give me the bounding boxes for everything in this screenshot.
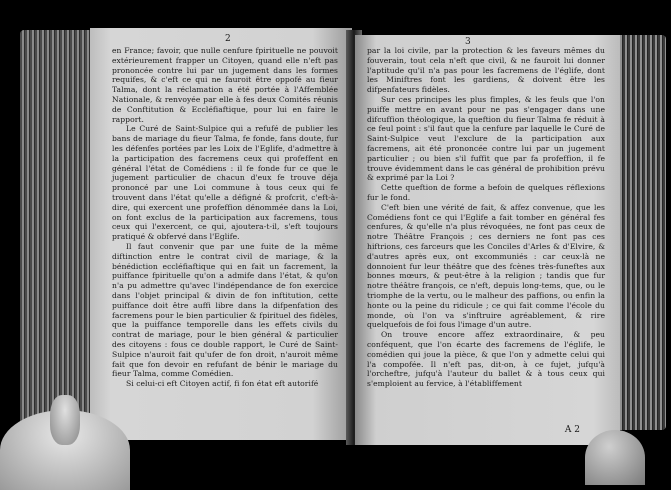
page-edges-right bbox=[618, 35, 666, 430]
left-page-text bbox=[112, 46, 338, 389]
paragraph: C'eft bien une vérité de fait, & affez convenue, que les Comédiens font ce qui l'Eglife a fait tomber en général fes cenfures, & qu'elle n'a plus révoquées, ne font pas ceux de notre Théâtre François ; ces derniers ne font pas ces hiftrions, ces farceurs que les Conciles d'Arles & d'Elvire, & d'autres après eux, ont excommuniés : car ceux-là ne donnoient fur leur théâtre que des fcènes très-funeftes aux bonnes mœurs, & peut-être à la religion ; tandis que fur notre théâtre françois, ce n'eft, depuis long-tems, que, ou le triomphe de la vertu, ou le malheur des paffions, ou enfin la honte ou la peine du ridicule ; ce qui fait comme l'école du monde, où l'on va s'inftruire agréablement, & rire quelquefois de foi fous l'image d'un autre. bbox=[367, 202, 605, 330]
right-page bbox=[355, 35, 620, 445]
page-edges-left bbox=[20, 30, 95, 430]
paragraph: par la loi civile, par la protection & les faveurs mêmes du fouverain, tout cela n'eft que civil, & ne fauroit lui donner l'aptitude qu'il n'a pas pour les facremens de l'églife, dont les Miniftres font les gardiens, & doivent être les difpenfateurs fidèles. bbox=[367, 46, 605, 95]
thumb-left bbox=[50, 395, 80, 445]
signature-mark: A 2 bbox=[564, 425, 580, 435]
right-page-text bbox=[367, 46, 605, 389]
paragraph: Si celui-ci eft Citoyen actif, fi fon état eft autorifé bbox=[126, 379, 319, 389]
page-number: 3 bbox=[465, 37, 471, 47]
paragraph: Sur ces principes les plus fimples, & les feuls que l'on puiffe mettre en avant pour ne pas s'engager dans une difcuffion théologique, la queftion du fieur Talma fe réduit à ce feul point : s'il faut que la cenfure par laquelle le Curé de Saint-Sulpice veut l'exclure de la participation aux facremens, ait été prononcée contre lui par un jugement particulier ; ou bien s'il fuffit que par fa profeffion, il fe trouve évidemment dans le cas général de prohibition prévu & exprimé par la Loi ? bbox=[367, 94, 605, 183]
paragraph: Le Curé de Saint-Sulpice qui a refufé de publier les bans de mariage du fieur Talma, fe fonde, fans doute, fur les défenfes portées par les Loix de l'Eglife, d'admettre à la participation des facremens ceux qui profeffent en général l'état de Comédiens : il fe fonde fur ce que le jugement particulier de chacun d'eux fe trouve déja prononcé par une Loi commune à tous ceux qui fe trouvent dans l'état qu'elle a défigné & profcrit, c'eft-à-dire, qui exercent une profeffion dénommée dans la Loi, on font exclus de la participation aux facremens, tous ceux qui l'exercent, ce qui, ajoutera-t-il, s'eft toujours pratiqué & obfervé dans l'Eglife. bbox=[112, 124, 338, 242]
paragraph: Cette queftion de forme a befoin de quelques réflexions fur le fond. bbox=[367, 183, 605, 202]
paragraph: On trouve encore affez extraordinaire, & peu conféquent, que l'on écarte des facremens de l'églife, le comédien qui joue la pièce, & que l'on y admette celui qui l'a compofée. Il n'eft pas, dit-on, à ce fujet, jufqu'à l'orcheftre, jufqu'à l'auteur du ballet & à tous ceux qui s'emploient au fervice, à l'établiffement bbox=[367, 330, 605, 389]
left-page bbox=[90, 28, 352, 440]
page-number: 2 bbox=[225, 34, 231, 44]
paragraph: Il faut convenir que par une fuite de la même diftinction entre le contrat civil de mariage, & la bénédiction eccléfiaftique qui en fait un facrement, la puiffance fpirituelle qu'on a admife dans l'état, & qu'on n'a pu admettre qu'avec l'indépendance de fon exercice dans l'objet principal & divin de fon inftitution, cette puiffance doit être auffi libre dans la difpenfation des facremens pour le bien particulier & fpirituel des fidèles, que la puiffance temporelle dans les effets civils du contrat de mariage, pour le bien général & particulier des citoyens : fous ce double rapport, le Curé de Saint-Sulpice n'auroit fait qu'ufer de fon droit, n'auroit même fait que fon devoir en refufant de bénir le mariage du fieur Talma, comme Comédien. bbox=[112, 241, 338, 379]
hand-right bbox=[585, 430, 645, 485]
paragraph: en France; favoir, que nulle cenfure fpirituelle ne pouvoit extérieurement frapper un Citoyen, quand elle n'eft pas prononcée contre lui par un jugement dans les formes requifes, & c'eft ce qui ne fauroit être oppofé au fieur Talma, dont la réclamation a été portée à l'Affemblée Nationale, & renvoyée par elle à fes deux Comités réunis de Conftitution & Eccléfiaftique, pour lui en faire le rapport. bbox=[112, 46, 338, 124]
